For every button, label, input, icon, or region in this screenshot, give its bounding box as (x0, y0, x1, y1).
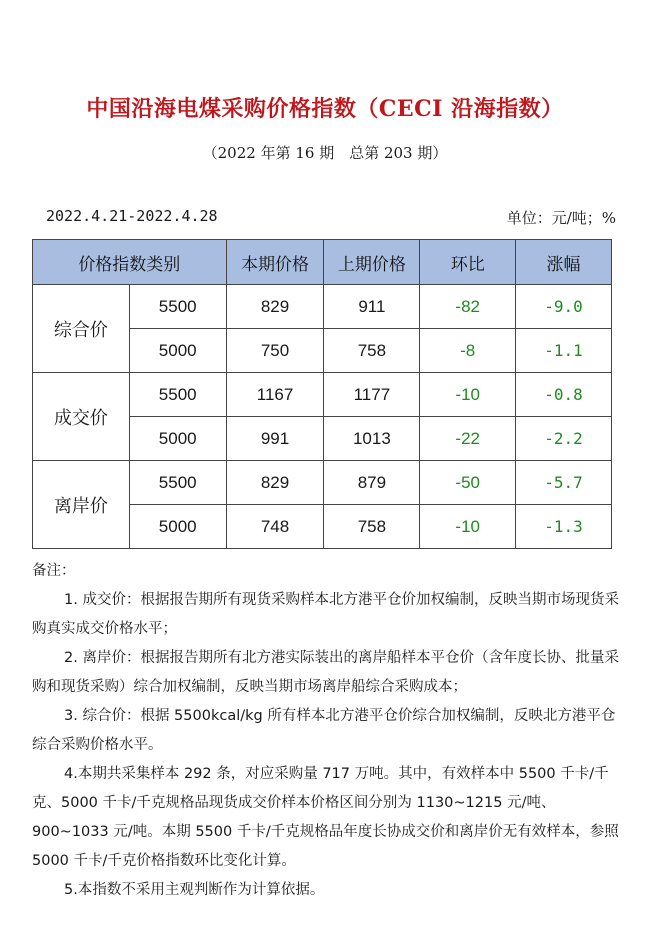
spec-cell: 5500 (129, 373, 226, 417)
current-price-cell: 829 (226, 285, 324, 329)
change-cell: -50 (420, 461, 516, 505)
note-item: 3. 综合价：根据 5500kcal/kg 所有样本北方港平仓价综合加权编制，反映北方港平仓综合采购价格水平。 (32, 708, 616, 753)
note-item: 1. 成交价：根据报告期所有现货采购样本北方港平仓价加权编制，反映当期市场现货采购真实成交价格水平； (32, 592, 619, 637)
change-cell: -10 (420, 505, 516, 549)
previous-price-cell: 1177 (324, 373, 420, 417)
price-index-table (32, 239, 612, 549)
header-current-price: 本期价格 (226, 240, 324, 285)
page-title: 中国沿海电煤采购价格指数（CECI 沿海指数） (86, 96, 564, 122)
pct-cell: -9.0 (516, 285, 612, 329)
table-row (33, 461, 612, 505)
spec-cell: 5000 (129, 329, 226, 373)
previous-price-cell: 1013 (324, 417, 420, 461)
previous-price-cell: 758 (324, 329, 420, 373)
pct-cell: -1.3 (516, 505, 612, 549)
category-cell: 离岸价 (33, 461, 130, 549)
header-previous-price: 上期价格 (324, 240, 420, 285)
change-cell: -8 (420, 329, 516, 373)
notes-heading: 备注： (32, 563, 76, 579)
header-category: 价格指数类别 (33, 240, 227, 285)
issue-subtitle: （2022 年第 16 期 总第 203 期） (202, 144, 448, 162)
note-item: 5.本指数不采用主观判断作为计算依据。 (64, 882, 325, 898)
note-item: 4.本期共采集样本 292 条，对应采购量 717 万吨。其中，有效样本中 5500 千卡/千克、5000 千卡/千克规格品现货成交价样本价格区间分别为 1130~1215 元/吨、900~1033 元/吨。本期 5500 千卡/千克规格品年度长协成交价和离岸价无有效样本，参照 5000 千卡/千克价格指数环比变化计算。 (32, 766, 619, 869)
header-change: 环比 (420, 240, 516, 285)
previous-price-cell: 758 (324, 505, 420, 549)
spec-cell: 5500 (129, 285, 226, 329)
table-header-row (33, 240, 612, 285)
note-item: 2. 离岸价：根据报告期所有北方港实际装出的离岸船样本平仓价（含年度长协、批量采购和现货采购）综合加权编制，反映当期市场离岸船综合采购成本； (32, 650, 619, 695)
notes-section (32, 557, 622, 905)
change-cell: -10 (420, 373, 516, 417)
category-cell: 成交价 (33, 373, 130, 461)
previous-price-cell: 911 (324, 285, 420, 329)
pct-cell: -2.2 (516, 417, 612, 461)
table-row (33, 373, 612, 417)
category-cell: 综合价 (33, 285, 130, 373)
current-price-cell: 748 (226, 505, 324, 549)
header-pct: 涨幅 (516, 240, 612, 285)
table-row (33, 285, 612, 329)
current-price-cell: 829 (226, 461, 324, 505)
change-cell: -82 (420, 285, 516, 329)
pct-cell: -5.7 (516, 461, 612, 505)
previous-price-cell: 879 (324, 461, 420, 505)
spec-cell: 5000 (129, 505, 226, 549)
pct-cell: -0.8 (516, 373, 612, 417)
current-price-cell: 750 (226, 329, 324, 373)
current-price-cell: 1167 (226, 373, 324, 417)
spec-cell: 5000 (129, 417, 226, 461)
current-price-cell: 991 (226, 417, 324, 461)
unit-label: 单位：元/吨；% (506, 209, 616, 227)
date-range: 2022.4.21-2022.4.28 (46, 207, 218, 225)
pct-cell: -1.1 (516, 329, 612, 373)
change-cell: -22 (420, 417, 516, 461)
spec-cell: 5500 (129, 461, 226, 505)
